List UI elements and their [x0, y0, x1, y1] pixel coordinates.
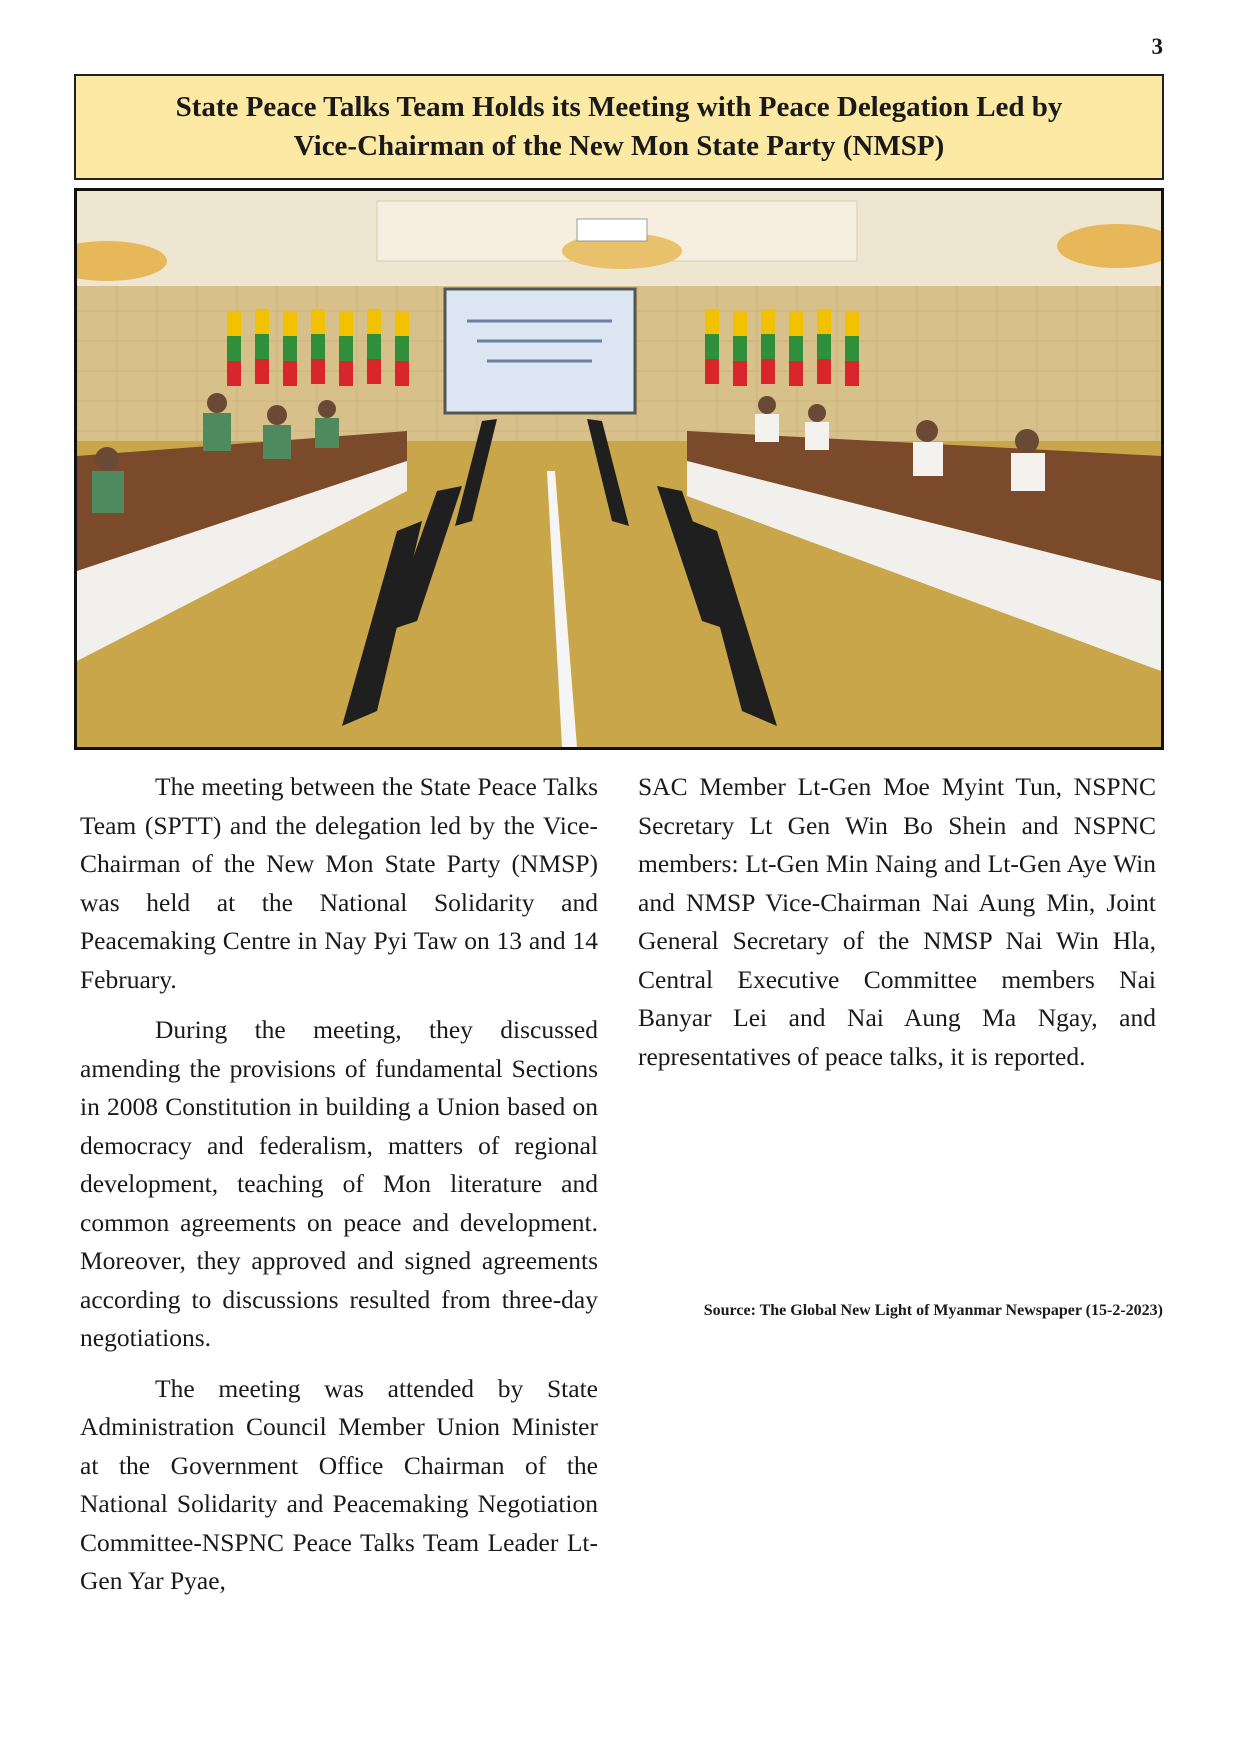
source-credit: Source: The Global New Light of Myanmar Newspaper (15-2-2023) [703, 1302, 1163, 1319]
headline-line-2: Vice-Chairman of the New Mon State Party (NMSP) [293, 130, 945, 162]
article-column-left [80, 768, 598, 1613]
projection-screen [445, 289, 635, 413]
projector [577, 219, 647, 241]
page-number: 3 [1151, 34, 1163, 59]
article-paragraph: SAC Member Lt-Gen Moe Myint Tun, NSPNC Secretary Lt Gen Win Bo Shein and NSPNC members: Lt-Gen Min Naing and Lt-Gen Aye Win and NMSP Vice-Chairman Nai Aung Min, Joint General Secretary of the NMSP Nai Win Hla, Central Executive Committee members Nai Banyar Lei and Nai Aung Ma Ngay, and representatives of peace talks, it is reported. [638, 772, 1156, 1071]
headline-box [74, 74, 1164, 180]
headline-line-1: State Peace Talks Team Holds its Meeting with Peace Delegation Led by [175, 91, 1063, 123]
meeting-room-illustration [77, 191, 1161, 747]
meeting-room-photo [74, 188, 1164, 750]
article-column-right [638, 768, 1156, 1088]
headline [176, 88, 1063, 166]
article-paragraph: The meeting was attended by State Administration Council Member Union Minister at the Government Office Chairman of the National Solidarity and Peacemaking Negotiation Committee-NSPNC Peace Talks Team Leader Lt-Gen Yar Pyae, [80, 1373, 598, 1595]
article-paragraph: The meeting between the State Peace Talks Team (SPTT) and the delegation led by the Vice-Chairman of the New Mon State Party (NMSP) was held at the National Solidarity and Peacemaking Centre in Nay Pyi Taw on 13 and 14 February. [80, 772, 598, 994]
article-paragraph: During the meeting, they discussed amending the provisions of fundamental Sections in 2008 Constitution in building a Union based on democracy and federalism, matters of regional development, teaching of Mon literature and common agreements on peace and development. Moreover, they approved and signed agreements according to discussions resulted from three-day negotiations. [80, 1015, 598, 1352]
